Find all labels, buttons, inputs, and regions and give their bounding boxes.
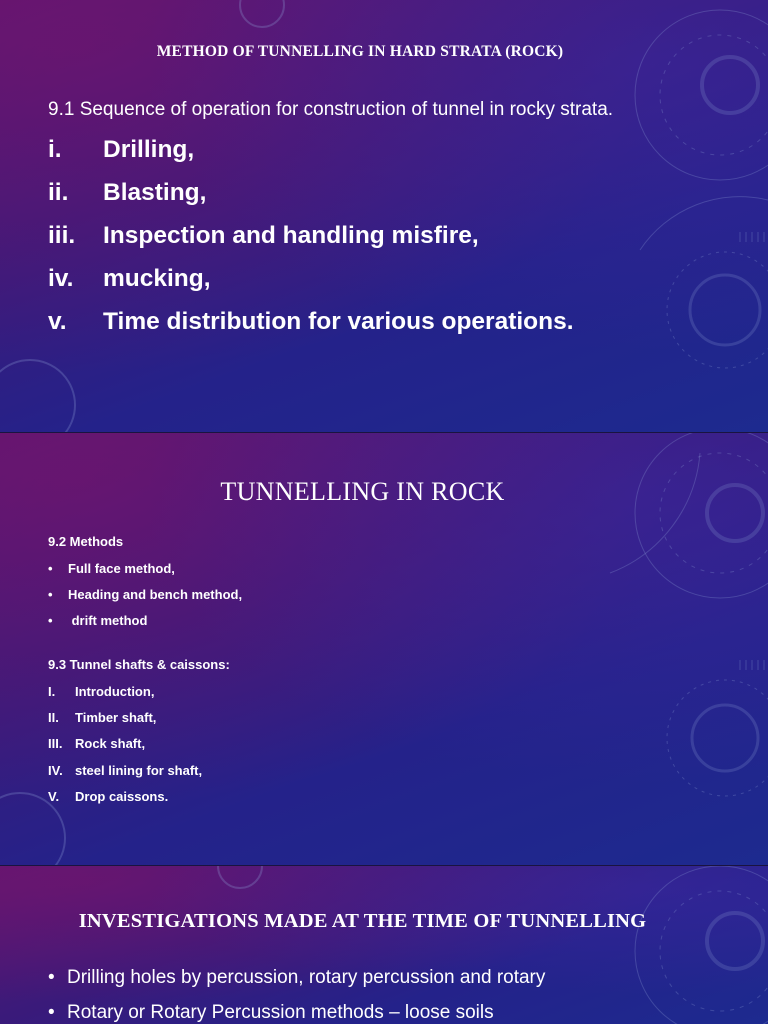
list-item-number: I. <box>48 684 56 699</box>
list-item <box>48 302 574 345</box>
list-item-number: IV. <box>48 762 63 778</box>
deco-ring-large <box>635 866 768 1024</box>
list-item-text: Blasting, <box>103 179 207 206</box>
list-item-number: v. <box>48 308 67 335</box>
list-item <box>48 758 202 784</box>
deco-arc <box>610 453 700 573</box>
shafts-list <box>48 679 202 810</box>
list-item-text: Drilling holes by percussion, rotary percussion and rotary <box>67 967 546 988</box>
deco-ring-mid-right <box>690 275 760 345</box>
deco-ring-accent <box>702 57 758 113</box>
list-item-text: steel lining for shaft, <box>75 762 203 778</box>
list-item-text: Full face method, <box>68 561 175 576</box>
shafts-heading: 9.3 Tunnel shafts & caissons: <box>48 657 230 672</box>
list-item-text: Drop caissons. <box>75 788 169 804</box>
deco-ring-inner <box>660 453 768 573</box>
deco-tick-marks <box>740 232 764 242</box>
list-item-text: Inspection and handling misfire, <box>103 222 479 249</box>
list-item-number: III. <box>48 736 63 752</box>
deco-ring-inner <box>660 891 768 1011</box>
list-item <box>48 173 574 216</box>
bullet-icon: • <box>48 561 53 576</box>
list-item-text: Time distribution for various operations. <box>103 308 574 335</box>
list-item-text: mucking, <box>103 265 211 292</box>
deco-ring-mid-right-outer <box>667 680 768 796</box>
slide-1-title: METHOD OF TUNNELLING IN HARD STRATA (ROCK) <box>156 43 564 60</box>
list-item <box>48 582 242 608</box>
list-item-text: Heading and bench method, <box>68 587 243 603</box>
list-item-number: II. <box>48 710 59 726</box>
deco-arc <box>640 197 768 250</box>
list-item <box>48 130 574 173</box>
slide-1 <box>0 0 768 432</box>
list-item-text: Drilling, <box>103 136 195 163</box>
slide-3-title: INVESTIGATIONS MADE AT THE TIME OF TUNNELLING <box>78 910 647 932</box>
list-item-number: i. <box>48 136 62 163</box>
bullet-icon: • <box>48 613 53 629</box>
list-item <box>48 259 574 302</box>
deco-ring-top-left <box>218 866 262 888</box>
deco-ring-mid-right-outer <box>667 252 768 368</box>
deco-ring-top-left <box>240 0 284 27</box>
list-item <box>48 996 545 1024</box>
list-item <box>48 608 242 634</box>
operation-sequence-list <box>48 130 574 345</box>
bullet-icon: • <box>48 587 53 603</box>
list-item-number: iv. <box>48 265 74 292</box>
list-item-number: V. <box>48 788 60 804</box>
list-item-number: iii. <box>48 222 76 249</box>
list-item-text: Rock shaft, <box>75 736 146 752</box>
investigations-list <box>48 961 545 1024</box>
slide-2-title: TUNNELLING IN ROCK <box>220 477 505 506</box>
list-item <box>48 556 242 582</box>
list-item-text: drift method <box>68 613 148 629</box>
list-item <box>48 679 202 705</box>
deco-ring-bottom-left <box>0 360 75 432</box>
list-item <box>48 961 545 996</box>
methods-heading: 9.2 Methods <box>48 534 124 549</box>
bullet-icon: • <box>48 967 55 988</box>
list-item-text: Timber shaft, <box>75 710 157 726</box>
deco-tick-marks <box>740 660 764 670</box>
list-item-number: ii. <box>48 179 69 206</box>
bullet-icon: • <box>48 1002 55 1023</box>
deco-ring-mid-right <box>692 705 758 771</box>
list-item <box>48 784 202 810</box>
slide-1-intro: 9.1 Sequence of operation for construction of tunnel in rocky strata. <box>48 99 614 120</box>
deco-ring-large <box>635 10 768 180</box>
list-item-text: Rotary or Rotary Percussion methods – loose soils <box>67 1002 494 1023</box>
list-item-text: Introduction, <box>75 684 155 699</box>
list-item <box>48 731 202 757</box>
deco-ring-large <box>635 433 768 598</box>
list-item <box>48 216 574 259</box>
slide-3 <box>0 866 768 1024</box>
slide-2 <box>0 433 768 865</box>
list-item <box>48 705 202 731</box>
methods-list <box>48 556 242 635</box>
